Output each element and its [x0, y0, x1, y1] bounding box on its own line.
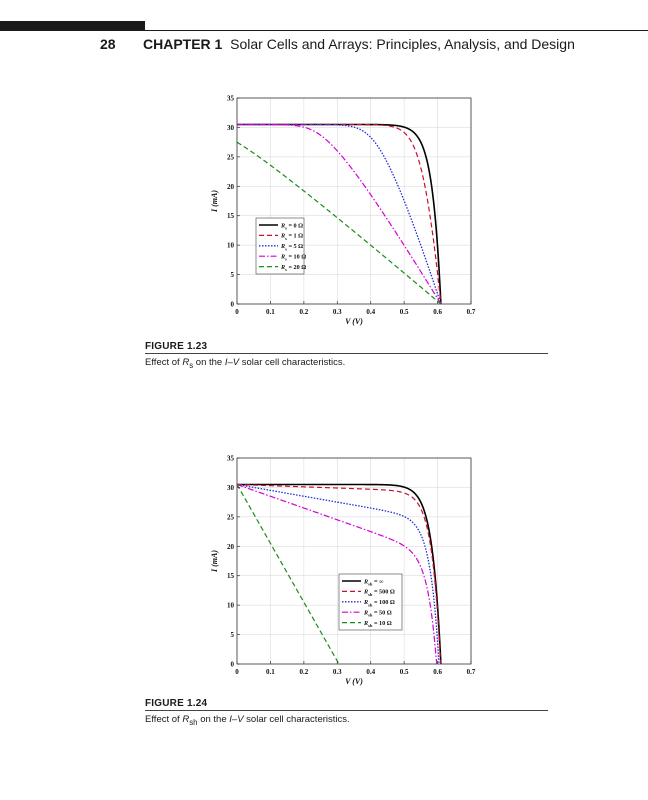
x-tick-label: 0.4	[366, 668, 376, 676]
header-rule	[145, 30, 648, 31]
legend-entry: $R_{sh}$ = ∞	[364, 578, 384, 587]
header-black-bar	[0, 21, 145, 31]
caption-middle: on the	[197, 714, 230, 725]
figure-1-24-caption	[145, 714, 350, 727]
legend-entry: $R_s = 5$ Ω	[281, 243, 304, 252]
y-tick-label: 15	[227, 572, 234, 581]
caption-param: R	[182, 357, 190, 368]
y-tick-label: 0	[230, 300, 234, 309]
x-tick-label: 0.7	[466, 668, 476, 676]
x-axis-label: V (V)	[345, 677, 363, 686]
caption-suffix: solar cell characteristics.	[243, 714, 350, 725]
chapter-label: CHAPTER 1	[143, 36, 223, 52]
legend-entry: $R_{sh} = 50$ Ω	[364, 609, 392, 618]
page-number: 28	[100, 36, 116, 52]
x-tick-label: 0	[235, 668, 239, 676]
y-tick-label: 5	[230, 271, 234, 280]
x-tick-label: 0.6	[433, 308, 442, 316]
x-tick-label: 0.5	[399, 308, 409, 316]
y-axis-label: I (mA)	[210, 190, 219, 212]
x-tick-label: 0.1	[266, 308, 275, 316]
figure-1-23-chart	[205, 92, 480, 337]
legend-entry: $R_s = 10$ Ω	[281, 253, 307, 262]
y-tick-label: 5	[230, 631, 234, 640]
legend-entry: $R_{sh} = 500$ Ω	[364, 588, 395, 597]
legend	[256, 218, 306, 274]
y-tick-label: 15	[227, 212, 234, 221]
y-tick-label: 30	[227, 483, 234, 492]
legend-entry: $R_{sh} = 100$ Ω	[364, 599, 395, 608]
caption-middle: on the	[193, 357, 225, 368]
x-tick-label: 0.2	[299, 668, 309, 676]
legend-entry: $R_s = 0$ Ω	[281, 222, 304, 231]
figure-1-24-caption-rule	[145, 710, 548, 711]
x-tick-label: 0.4	[366, 308, 376, 316]
legend-entry: $R_s = 1$ Ω	[281, 232, 304, 241]
caption-iv: I–V	[224, 357, 240, 368]
iv-chart-rs	[205, 92, 480, 337]
figure-1-23-label: FIGURE 1.23	[145, 341, 208, 352]
y-tick-label: 35	[227, 454, 234, 463]
figure-1-23-caption	[145, 357, 345, 370]
caption-param-sub: s	[189, 360, 194, 370]
caption-suffix: solar cell characteristics.	[239, 357, 346, 368]
x-tick-label: 0.2	[299, 308, 309, 316]
y-tick-label: 20	[227, 182, 234, 191]
y-tick-label: 25	[227, 153, 234, 162]
y-tick-label: 10	[227, 241, 234, 250]
plot-area	[237, 458, 471, 664]
x-tick-label: 0.5	[399, 668, 409, 676]
iv-chart-rsh	[205, 452, 480, 697]
x-tick-label: 0.7	[466, 308, 476, 316]
y-tick-label: 0	[230, 660, 234, 669]
x-tick-label: 0.3	[332, 308, 342, 316]
legend	[339, 574, 402, 630]
y-tick-label: 25	[227, 513, 234, 522]
y-tick-label: 35	[227, 94, 234, 103]
x-tick-label: 0.1	[266, 668, 275, 676]
caption-prefix: Effect of	[145, 357, 183, 368]
chapter-title: Solar Cells and Arrays: Principles, Analysis, and Design	[230, 36, 575, 52]
legend-entry: $R_{sh} = 10$ Ω	[364, 619, 392, 629]
caption-param-sub: sh	[189, 717, 198, 727]
running-header	[100, 36, 575, 52]
figure-1-23-caption-rule	[145, 353, 548, 354]
caption-iv: I–V	[229, 714, 244, 725]
y-tick-label: 10	[227, 601, 234, 610]
caption-param: R	[182, 714, 190, 725]
figure-1-24-label: FIGURE 1.24	[145, 698, 208, 709]
figure-1-24-chart	[205, 452, 480, 697]
y-tick-label: 30	[227, 123, 234, 132]
x-axis-label: V (V)	[345, 317, 363, 326]
caption-prefix: Effect of	[145, 714, 183, 725]
y-axis-label: I (mA)	[210, 550, 219, 572]
x-tick-label: 0.6	[433, 668, 442, 676]
x-tick-label: 0.3	[332, 668, 342, 676]
y-tick-label: 20	[227, 542, 234, 551]
x-tick-label: 0	[235, 308, 239, 316]
legend-entry: $R_s = 20$ Ω	[281, 263, 307, 273]
